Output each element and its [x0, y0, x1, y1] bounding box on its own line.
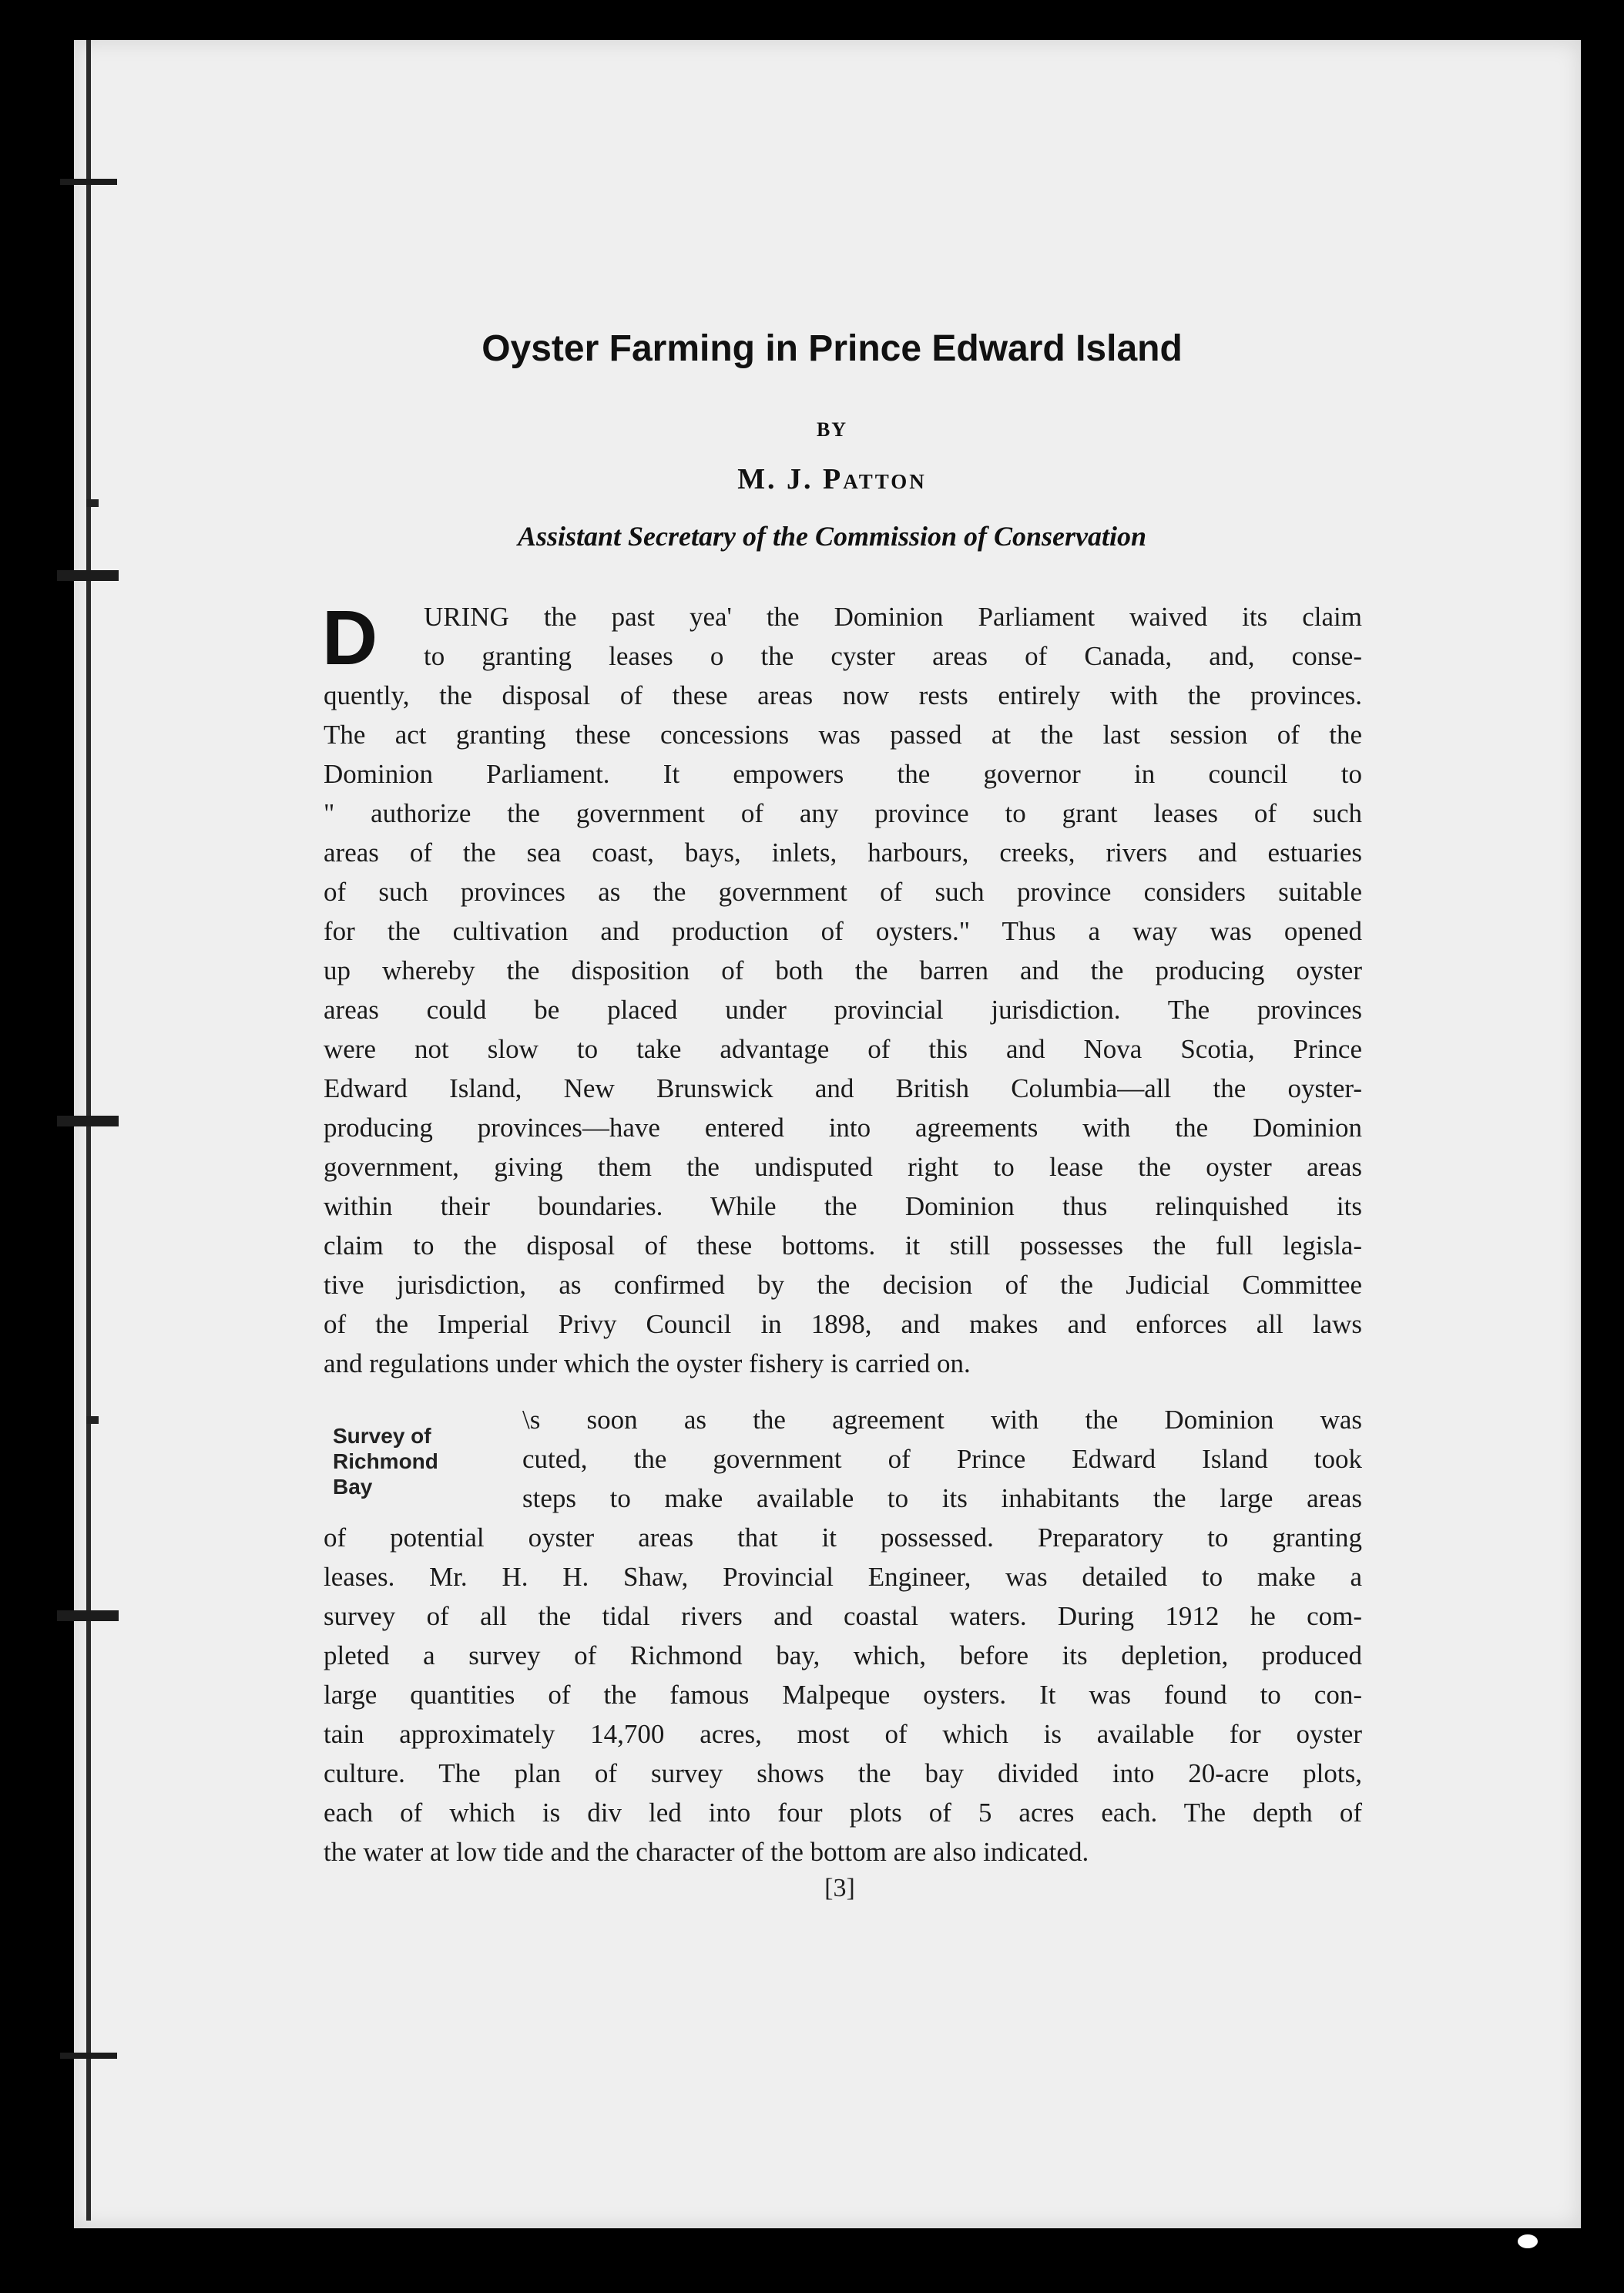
byline-label: BY [816, 418, 848, 441]
binding-mark [57, 1610, 119, 1621]
text-line: claim to the disposal of these bottoms. it still possesses the full legisla- [324, 1230, 1362, 1261]
text-line: Dominion Parliament. It empowers the governor in council to [324, 759, 1362, 789]
text-line: pleted a survey of Richmond bay, which, before its depletion, produced [324, 1640, 1362, 1670]
author-name: M. J. Patton [737, 463, 927, 495]
text-line: cuted, the government of Prince Edward Island took [522, 1444, 1362, 1474]
author-affiliation: Assistant Secretary of the Commission of Conservation [517, 521, 1147, 552]
text-line: URING the past yea' the Dominion Parliament waived its claim [424, 602, 1362, 632]
margin-note-line: Bay [333, 1475, 373, 1499]
text-line: were not slow to take advantage of this and Nova Scotia, Prince [324, 1034, 1362, 1064]
binding-mark [57, 1116, 119, 1126]
text-line: " authorize the government of any province to grant leases of such [324, 798, 1362, 828]
text-line: culture. The plan of survey shows the bay divided into 20-acre plots, [324, 1758, 1362, 1788]
binding-mark [86, 1416, 99, 1424]
text-line: and regulations under which the oyster fishery is carried on. [324, 1348, 971, 1378]
article-title: Oyster Farming in Prince Edward Island [481, 328, 1183, 369]
margin-note-line: Richmond [333, 1449, 438, 1473]
text-line: steps to make available to its inhabitants the large areas [522, 1483, 1362, 1513]
text-line: tain approximately 14,700 acres, most of which is available for oyster [324, 1719, 1362, 1749]
text-line: up whereby the disposition of both the barren and the producing oyster [324, 955, 1362, 985]
text-line: the water at low tide and the character of the bottom are also indicated. [324, 1837, 1089, 1867]
text-line: leases. Mr. H. H. Shaw, Provincial Engineer, was detailed to make a [324, 1562, 1362, 1592]
text-line: The act granting these concessions was passed at the last session of the [324, 720, 1362, 750]
drop-cap: D [322, 595, 378, 681]
text-line: tive jurisdiction, as confirmed by the decision of the Judicial Committee [324, 1270, 1362, 1300]
binding-mark [57, 570, 119, 581]
paragraph-1 [324, 597, 1362, 1383]
text-line: producing provinces—have entered into agreements with the Dominion [324, 1113, 1362, 1143]
paragraph-2 [324, 1400, 1362, 1872]
binding-mark [60, 179, 117, 185]
text-line: of the Imperial Privy Council in 1898, and makes and enforces all laws [324, 1309, 1362, 1339]
margin-note-line: Survey of [333, 1424, 431, 1448]
text-line: survey of all the tidal rivers and coastal waters. During 1912 he com- [324, 1601, 1362, 1631]
text-line: quently, the disposal of these areas now rests entirely with the provinces. [324, 680, 1362, 710]
text-line: Edward Island, New Brunswick and British Columbia—all the oyster- [324, 1073, 1362, 1103]
text-line: for the cultivation and production of oysters." Thus a way was opened [324, 916, 1362, 946]
scan-speck [1518, 2234, 1538, 2248]
text-line: areas of the sea coast, bays, inlets, harbours, creeks, rivers and estuaries [324, 838, 1362, 868]
text-line: within their boundaries. While the Dominion thus relinquished its [324, 1191, 1362, 1221]
page-number: [3] [824, 1874, 855, 1902]
text-line: of such provinces as the government of such province considers suitable [324, 877, 1362, 907]
text-line: each of which is div led into four plots of 5 acres each. The depth of [324, 1798, 1362, 1828]
text-line: government, giving them the undisputed right to lease the oyster areas [324, 1152, 1362, 1182]
binding-mark [86, 499, 99, 507]
binding-edge [86, 40, 91, 2221]
text-line: of potential oyster areas that it possessed. Preparatory to granting [324, 1523, 1362, 1553]
text-line: large quantities of the famous Malpeque oysters. It was found to con- [324, 1680, 1362, 1710]
text-line: to granting leases o the cyster areas of Canada, and, conse- [424, 641, 1362, 671]
binding-mark [60, 2053, 117, 2059]
text-line: \s soon as the agreement with the Dominion was [522, 1405, 1362, 1435]
text-line: areas could be placed under provincial jurisdiction. The provinces [324, 995, 1362, 1025]
